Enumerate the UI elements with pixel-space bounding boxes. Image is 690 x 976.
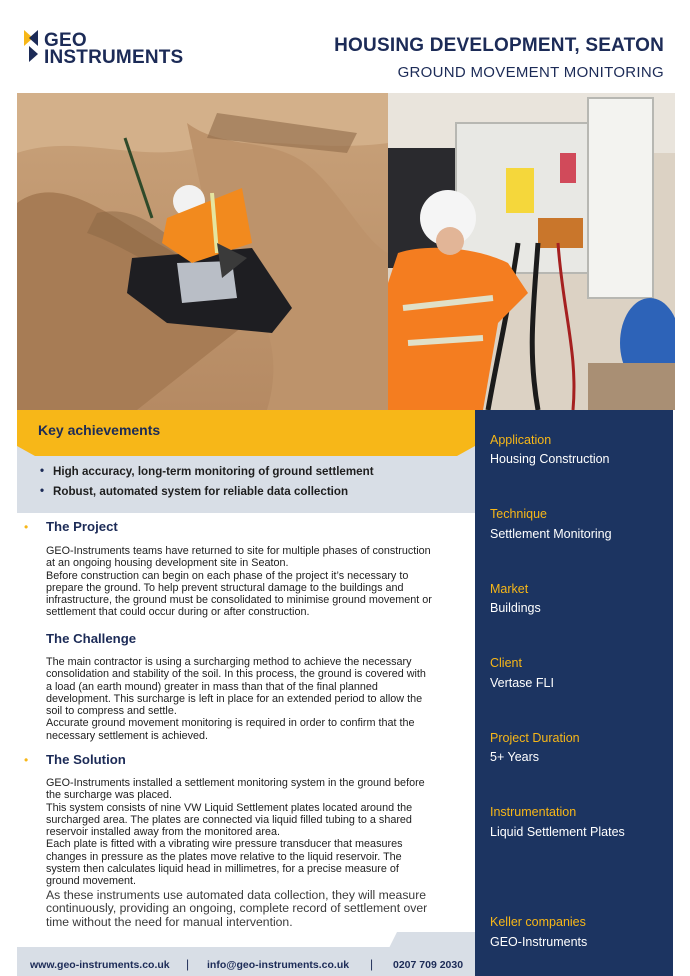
fact-value: Buildings — [490, 601, 541, 615]
text-line: settlement that could occur during or after construction. — [46, 606, 310, 619]
text-line: Before construction can begin on each phase of the project it’s necessary to — [46, 569, 409, 582]
fact-value: Vertase FLI — [490, 676, 554, 690]
solution-text — [46, 777, 466, 888]
text-line: The main contractor is using a surcharging method to achieve the necessary — [46, 656, 412, 668]
key-achievements-title: Key achievements — [38, 422, 161, 438]
text-line: a load (an earth mound) greater in mass than that of the final planned — [46, 680, 378, 693]
fact-label: Client — [490, 656, 522, 670]
project-facts-sidebar — [475, 410, 673, 976]
fact-label: Market — [490, 582, 529, 596]
logo-wordmark — [44, 32, 183, 66]
challenge-heading: The Challenge — [46, 631, 137, 646]
bullet-icon: • — [40, 464, 45, 477]
text-line: prepare the ground. To help prevent structural damage to the buildings and — [46, 581, 404, 594]
text-line: This system consists of nine VW Liquid Settlement plates located around the — [46, 801, 413, 814]
text-line: system then calculates liquid head in millimetres, for a precise measure of — [46, 863, 399, 876]
text-line: ground movement. — [46, 875, 137, 888]
logo-mark-icon — [24, 30, 38, 62]
footer-separator: | — [186, 957, 190, 971]
footer-separator: | — [370, 957, 374, 971]
logo-line-2: INSTRUMENTS — [44, 47, 184, 68]
logo-line-1: GEO — [44, 30, 87, 51]
fact-label: Keller companies — [490, 915, 586, 929]
website-link[interactable]: www.geo-instruments.co.uk — [30, 959, 170, 971]
section-bullet-icon: • — [24, 753, 29, 767]
fact-label: Project Duration — [490, 731, 580, 745]
text-line: As these instruments use automated data collection, they will measure — [46, 888, 427, 902]
text-line: necessary settlement is achieved. — [46, 729, 209, 742]
bullet-icon: • — [40, 484, 45, 497]
list-item — [40, 484, 349, 498]
key-achievement-text: High accuracy, long-term monitoring of ground settlement — [53, 465, 374, 478]
text-line: continuously, providing an ongoing, complete record of settlement over — [46, 901, 428, 916]
text-line: reservoir installed away from the monitored area. — [46, 826, 281, 839]
text-line: GEO-Instruments teams have returned to site for multiple phases of construction — [46, 545, 431, 557]
photo-worker-installing-plate — [17, 93, 388, 410]
fact-value: Liquid Settlement Plates — [490, 825, 625, 839]
key-achievements-notch — [17, 446, 475, 456]
footer-notch — [17, 932, 475, 948]
fact-value: Settlement Monitoring — [490, 527, 612, 541]
text-line: time without the need for manual intervention. — [46, 914, 293, 929]
company-logo — [24, 29, 204, 73]
text-line: Each plate is fitted with a vibrating wire pressure transducer that measures — [46, 838, 403, 851]
text-line: the surcharge was placed. — [46, 789, 173, 802]
photo-engineer-at-control-cabinet — [388, 93, 675, 410]
fact-value: Housing Construction — [490, 452, 610, 466]
text-line: soil to compress and settle. — [46, 705, 177, 718]
challenge-text — [46, 656, 466, 742]
key-achievements-list — [17, 456, 475, 513]
list-item — [40, 464, 374, 478]
text-line: consolidation and stability of the soil. In this process, the ground is covered with — [46, 668, 426, 681]
text-line: GEO-Instruments installed a settlement monitoring system in the ground before — [46, 777, 425, 789]
fact-label: Instrumentation — [490, 805, 577, 819]
text-line: Accurate ground movement monitoring is required in order to confirm that the — [46, 717, 415, 730]
section-bullet-icon: • — [24, 520, 29, 534]
text-line: surcharged area. The plates are connected via liquid filled tubing to a shared — [46, 813, 412, 826]
fact-value: GEO-Instruments — [490, 935, 588, 949]
email-link[interactable]: info@geo-instruments.co.uk — [207, 959, 350, 971]
project-text — [46, 545, 466, 619]
key-achievement-text: Robust, automated system for reliable data collection — [53, 485, 349, 498]
fact-value: 5+ Years — [490, 750, 540, 764]
page-title: HOUSING DEVELOPMENT, SEATON — [334, 35, 664, 56]
fact-label: Application — [490, 433, 552, 447]
fact-label: Technique — [490, 507, 547, 521]
text-line: development. This surcharge is left in place for an extended period to allow the — [46, 692, 423, 705]
solution-heading: The Solution — [46, 752, 126, 767]
project-heading: The Project — [46, 519, 118, 534]
phone-number[interactable]: 0207 709 2030 — [393, 959, 464, 971]
solution-closing-text — [46, 889, 466, 929]
page-subtitle: GROUND MOVEMENT MONITORING — [397, 64, 664, 81]
text-line: at an ongoing housing development site in Seaton. — [46, 557, 289, 570]
text-line: changes in pressure as the plates move relative to the liquid reservoir. The — [46, 850, 402, 863]
text-line: infrastructure, the ground must be consolidated to minimise ground movement or — [46, 594, 432, 607]
